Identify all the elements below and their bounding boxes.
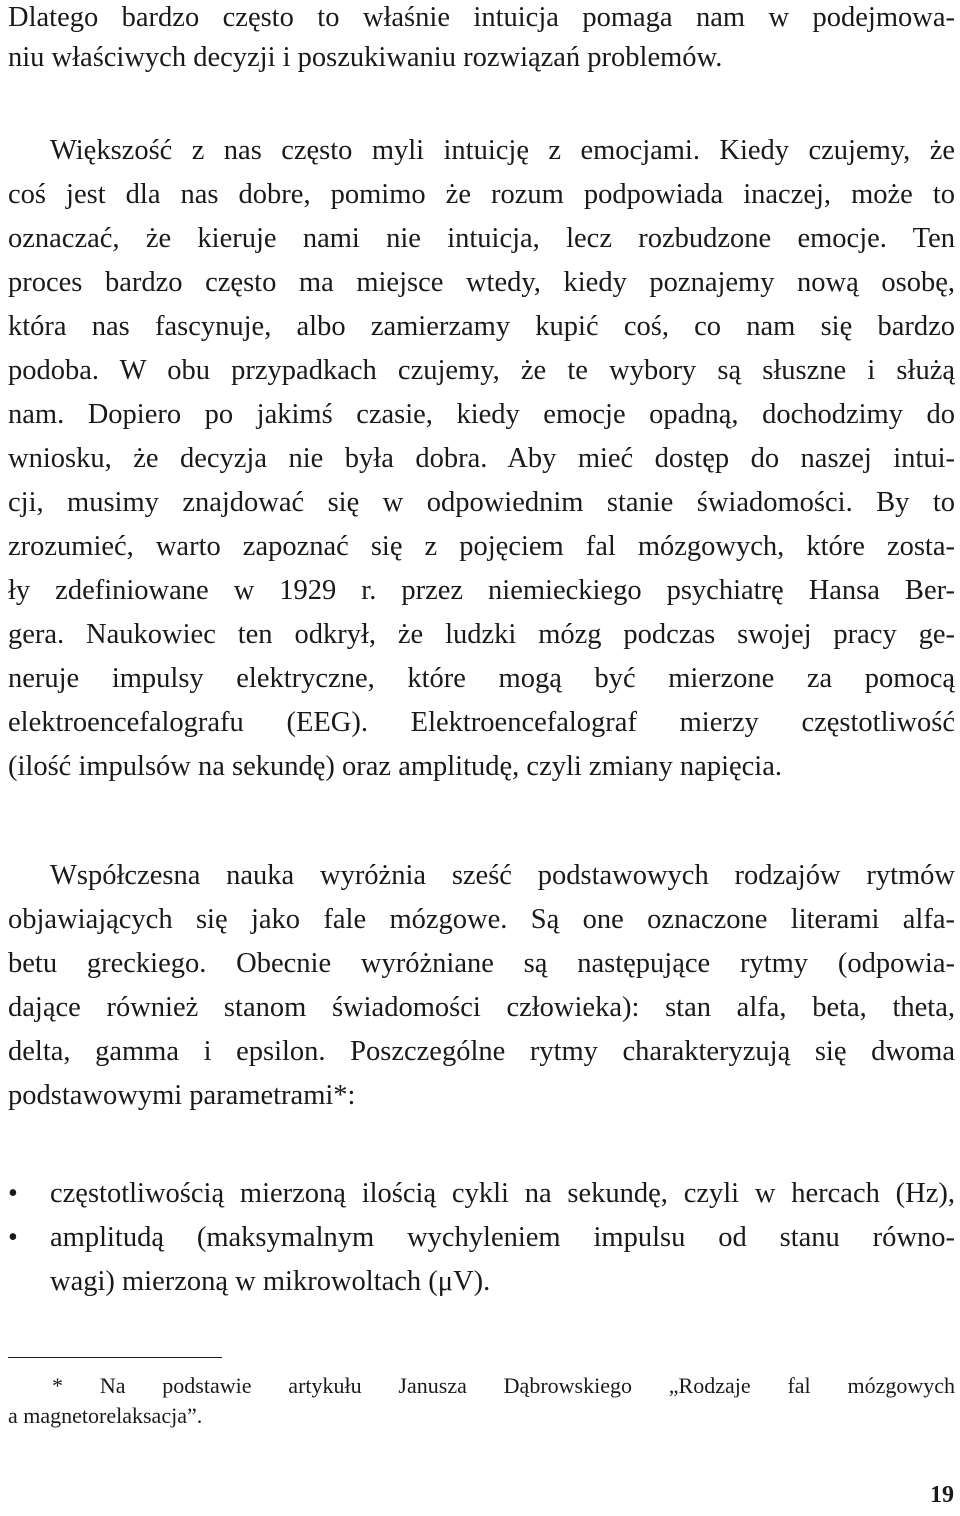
paragraph-3-line-3: betu greckiego. Obecnie wyróżniane są następujące rytmy (odpowia-: [8, 948, 955, 979]
paragraph-3-line-6: podstawowymi parametrami*:: [8, 1080, 356, 1111]
paragraph-2-line-11: ły zdefiniowane w 1929 r. przez niemieckiego psychiatrę Hansa Ber-: [8, 575, 955, 606]
paragraph-3-line-5: delta, gamma i epsilon. Poszczególne rytmy charakteryzują się dwoma: [8, 1036, 955, 1067]
page-number: 19: [930, 1482, 954, 1508]
paragraph-2-line-1: Większość z nas często myli intuicję z emocjami. Kiedy czujemy, że: [50, 135, 955, 166]
bullet-item-2-line-2: wagi) mierzoną w mikrowoltach (μV).: [50, 1266, 491, 1297]
footnote-line-2: a magnetorelaksacja”.: [8, 1403, 203, 1428]
paragraph-3-line-1: Współczesna nauka wyróżnia sześć podstawowych rodzajów rytmów: [50, 860, 955, 891]
paragraph-1-line-2: niu właściwych decyzji i poszukiwaniu rozwiązań problemów.: [8, 42, 723, 73]
bullet-marker-1: •: [8, 1178, 18, 1209]
paragraph-2-line-3: oznaczać, że kieruje nami nie intuicja, lecz rozbudzone emocje. Ten: [8, 223, 955, 254]
bullet-marker-2: •: [8, 1222, 18, 1253]
paragraph-3-line-2: objawiających się jako fale mózgowe. Są one oznaczone literami alfa-: [8, 904, 955, 935]
paragraph-2-line-2: coś jest dla nas dobre, pomimo że rozum podpowiada inaczej, może to: [8, 179, 955, 210]
paragraph-3-line-4: dające również stanom świadomości człowieka): stan alfa, beta, theta,: [8, 992, 955, 1023]
paragraph-1-line-1: Dlatego bardzo często to właśnie intuicja pomaga nam w podejmowa-: [8, 2, 955, 33]
paragraph-2-line-10: zrozumieć, warto zapoznać się z pojęciem fal mózgowych, które zosta-: [8, 531, 955, 562]
paragraph-2-line-4: proces bardzo często ma miejsce wtedy, kiedy poznajemy nową osobę,: [8, 267, 955, 298]
footnote-line-1: * Na podstawie artykułu Janusza Dąbrowskiego „Rodzaje fal mózgowych: [52, 1373, 955, 1398]
paragraph-2-line-9: cji, musimy znajdować się w odpowiednim stanie świadomości. By to: [8, 487, 955, 518]
paragraph-2-line-13: neruje impulsy elektryczne, które mogą być mierzone za pomocą: [8, 663, 955, 694]
paragraph-2-line-14: elektroencefalografu (EEG). Elektroencefalograf mierzy częstotliwość: [8, 707, 955, 738]
paragraph-2-line-8: wniosku, że decyzja nie była dobra. Aby mieć dostęp do naszej intui-: [8, 443, 955, 474]
footnote-separator: [8, 1357, 222, 1358]
bullet-item-2-line-1: amplitudą (maksymalnym wychyleniem impulsu od stanu równo-: [50, 1222, 955, 1253]
paragraph-2-line-6: podoba. W obu przypadkach czujemy, że te wybory są słuszne i służą: [8, 355, 955, 386]
paragraph-2-line-15: (ilość impulsów na sekundę) oraz amplitudę, czyli zmiany napięcia.: [8, 751, 782, 782]
bullet-item-1-line-1: częstotliwością mierzoną ilością cykli na sekundę, czyli w hercach (Hz),: [50, 1178, 955, 1209]
paragraph-2-line-12: gera. Naukowiec ten odkrył, że ludzki mózg podczas swojej pracy ge-: [8, 619, 955, 650]
paragraph-2-line-7: nam. Dopiero po jakimś czasie, kiedy emocje opadną, dochodzimy do: [8, 399, 955, 430]
paragraph-2-line-5: która nas fascynuje, albo zamierzamy kupić coś, co nam się bardzo: [8, 311, 955, 342]
